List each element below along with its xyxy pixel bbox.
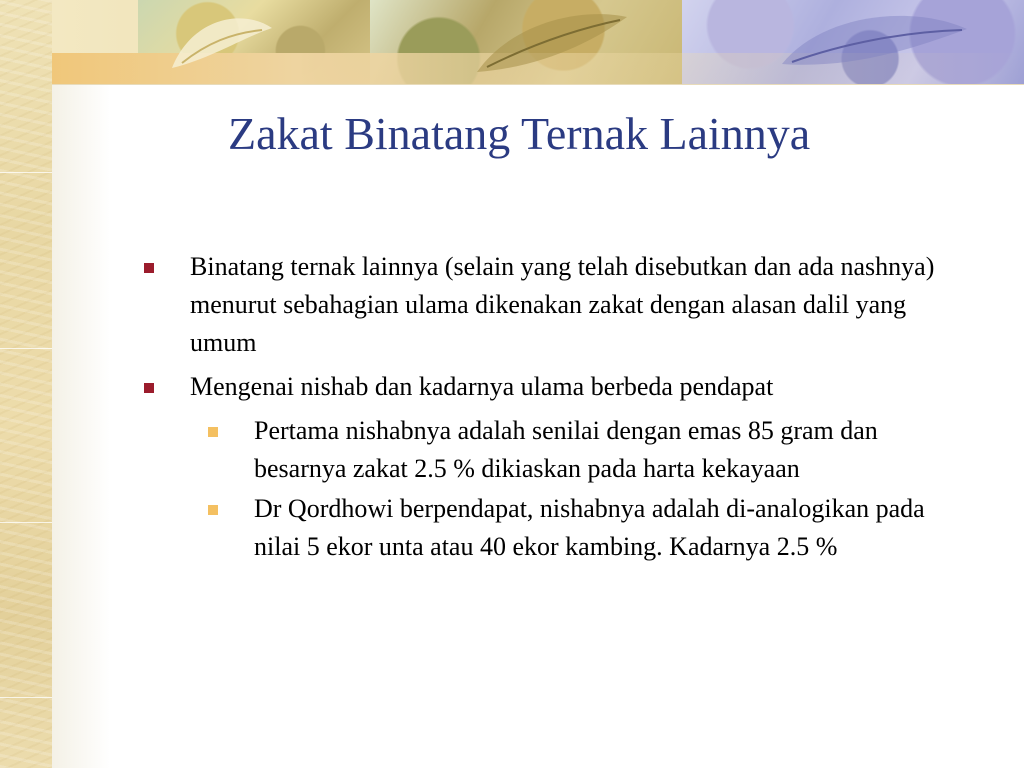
square-bullet-icon bbox=[144, 383, 154, 393]
sub-bullet-text: Dr Qordhowi berpendapat, nishabnya adalah di-analogikan pada nilai 5 ekor unta atau 40 ekor kambing. Kadarnya 2.5 % bbox=[254, 494, 925, 561]
bullet-item bbox=[140, 248, 960, 362]
sub-bullet-item bbox=[190, 412, 960, 488]
leaf-icon bbox=[772, 4, 972, 82]
strip-divider bbox=[0, 697, 52, 698]
strip-divider bbox=[0, 172, 52, 173]
top-decorative-banner bbox=[52, 0, 1024, 84]
leaf-icon bbox=[162, 8, 282, 80]
bullet-text: Mengenai nishab dan kadarnya ulama berbeda pendapat bbox=[190, 372, 774, 401]
square-sub-bullet-icon bbox=[208, 505, 218, 515]
sub-bullet-item bbox=[190, 490, 960, 566]
left-decorative-strip bbox=[0, 0, 52, 768]
sub-bullet-list bbox=[190, 412, 960, 566]
leaf-icon bbox=[472, 2, 632, 82]
strip-divider bbox=[0, 522, 52, 523]
sub-bullet-text: Pertama nishabnya adalah senilai dengan emas 85 gram dan besarnya zakat 2.5 % dikiaskan pada harta kekayaan bbox=[254, 416, 878, 483]
slide-title: Zakat Binatang Ternak Lainnya bbox=[228, 108, 811, 159]
square-bullet-icon bbox=[144, 263, 154, 273]
bullet-text: Binatang ternak lainnya (selain yang telah disebutkan dan ada nashnya) menurut sebahagian ulama dikenakan zakat dengan alasan dalil yang umum bbox=[190, 252, 935, 357]
square-sub-bullet-icon bbox=[208, 427, 218, 437]
bullet-list bbox=[140, 248, 960, 572]
bullet-item bbox=[140, 368, 960, 566]
strip-divider bbox=[0, 348, 52, 349]
